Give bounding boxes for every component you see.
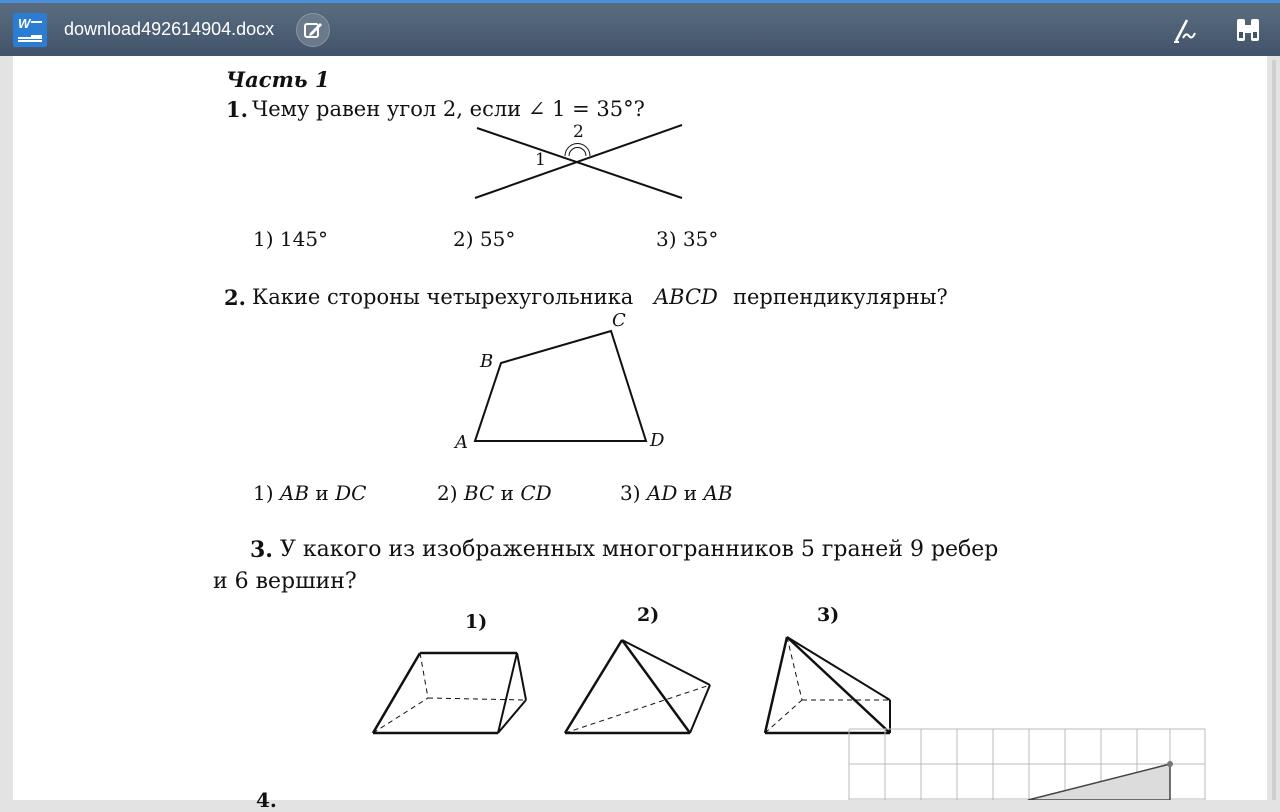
q2-option-3: 3) AD и AB (620, 481, 733, 505)
q1-number: 1. (226, 97, 248, 122)
q3-figure-label-3: 3) (817, 604, 840, 626)
q4-number: 4. (256, 788, 277, 812)
q2-text-after: перпендикулярны? (733, 285, 948, 309)
polyhedron-3 (765, 637, 890, 733)
q2-quadrilateral (475, 331, 646, 441)
q2-label-b: B (480, 351, 494, 372)
q4-grid-figure (848, 728, 1208, 800)
q2-option-1: 1) AB и DC (253, 481, 367, 505)
find-button[interactable] (1233, 15, 1263, 45)
polyhedron-1 (373, 653, 526, 733)
q2-text-abcd: ABCD (654, 285, 718, 309)
document-filename: download492614904.docx (64, 19, 275, 39)
q1-angle-arc-inner (569, 148, 586, 157)
q4-vertex-point (1167, 761, 1173, 767)
q3-text-line2: и 6 вершин? (213, 569, 357, 594)
q2-label-d: D (650, 430, 665, 451)
scrollbar[interactable] (1272, 60, 1276, 800)
q1-option-2: 2) 55° (453, 227, 516, 251)
ink-button[interactable] (1170, 15, 1200, 45)
q1-angle-label-1: 1 (535, 150, 546, 170)
ink-icon (1170, 15, 1200, 45)
edit-button[interactable] (296, 13, 330, 47)
q2-text-before: Какие стороны четырехугольника (252, 285, 634, 309)
word-icon: W (13, 13, 47, 47)
q3-polyhedra-figures (360, 630, 920, 740)
q3-figure-label-2: 2) (637, 604, 660, 626)
part-title: Часть 1 (226, 67, 330, 92)
q1-angle-label-2: 2 (573, 122, 584, 142)
q1-option-1: 1) 145° (253, 227, 329, 251)
q3-number: 3. (250, 537, 273, 563)
polyhedron-2 (565, 640, 710, 733)
q2-label-a: A (455, 432, 468, 453)
q1-text: Чему равен угол 2, если ∠ 1 = 35°? (252, 97, 645, 121)
q2-number: 2. (224, 285, 246, 310)
q3-figure-label-1: 1) (465, 611, 488, 633)
app-bar (0, 0, 1280, 56)
q3-text-line1: У какого из изображенных многогранников 5 граней 9 ребер (280, 537, 999, 562)
q4-shaded-triangle (1028, 764, 1170, 800)
q2-quadrilateral-figure (460, 320, 660, 450)
edit-icon (297, 14, 329, 46)
q2-label-c: C (612, 310, 626, 331)
q1-option-3: 3) 35° (656, 227, 719, 251)
binoculars-icon (1233, 15, 1263, 45)
q2-option-2: 2) BC и CD (437, 481, 552, 505)
